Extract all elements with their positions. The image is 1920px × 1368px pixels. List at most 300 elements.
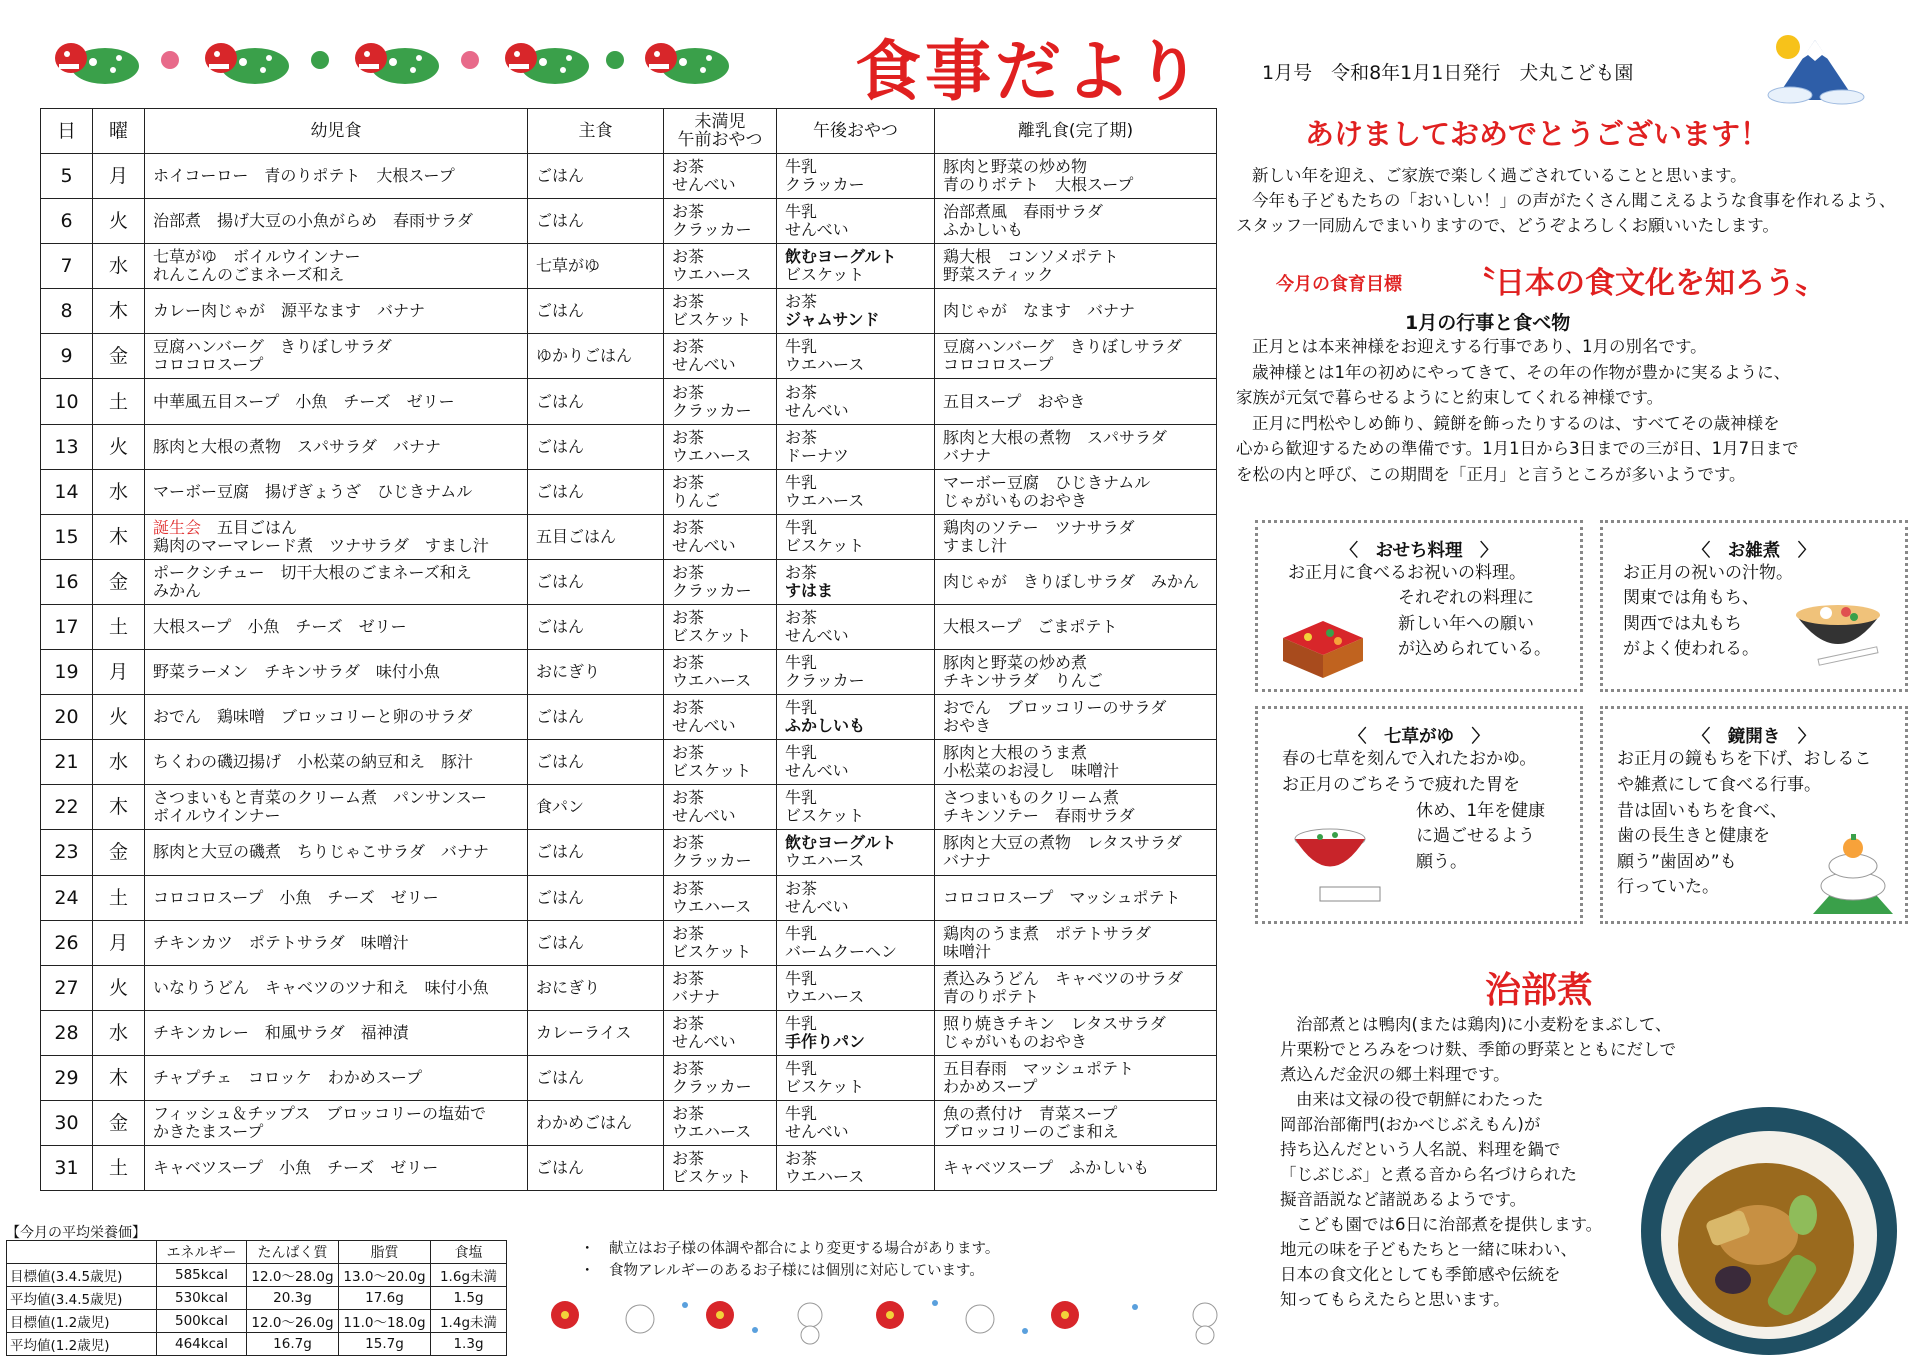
cell-text: お茶 [672, 202, 705, 222]
pm-snack-cell [777, 514, 935, 559]
cell-text: 野菜スティック [943, 265, 1054, 285]
pm-snack-cell [777, 154, 935, 199]
cell-text: 土 [108, 390, 128, 413]
cell-text: 牛乳 [785, 923, 818, 943]
cell-text: 飲むヨーグルト [785, 833, 897, 853]
cell-text: ビスケット [785, 1076, 865, 1096]
cell-text: 土 [108, 886, 128, 909]
cell-text: お茶 [672, 382, 705, 402]
kagami-biraki-box [1600, 706, 1908, 924]
cell-text: 飲むヨーグルト [785, 247, 897, 267]
nutrition-cell: 11.0～18.0g [339, 1310, 431, 1333]
staple-cell [528, 1010, 664, 1055]
cell-text: 牛乳 [785, 1058, 818, 1078]
menu-row [41, 830, 1217, 875]
weekday-cell [93, 244, 145, 289]
cell-text: 7 [60, 255, 73, 278]
cell-text: 金 [108, 345, 128, 368]
baby-food-cell [935, 514, 1217, 559]
cell-text: 五目ごはん [536, 526, 617, 546]
nutrition-cell: 目標値(1.2歳児) [7, 1310, 157, 1333]
pm-snack-cell [777, 695, 935, 740]
nutrition-cell: 12.0～28.0g [247, 1264, 339, 1287]
nutrition-cell: 585kcal [157, 1264, 247, 1287]
cell-text: ビスケット [672, 761, 752, 781]
cell-text: お茶 [672, 1058, 705, 1078]
cell-text: 木 [108, 1066, 128, 1089]
pm-snack-cell [777, 830, 935, 875]
cell-text: 豚肉と野菜の炒め煮 [943, 653, 1088, 673]
menu-header-row [41, 109, 1217, 154]
cell-text: カレー肉じゃが 源平なます バナナ [153, 301, 426, 321]
cell-text: ブロッコリーのごま和え [943, 1122, 1119, 1142]
issue-info: 1月号 令和8年1月1日発行 犬丸こども園 [1262, 62, 1634, 84]
cell-text: お茶 [672, 878, 705, 898]
cell-text: 食パン [536, 797, 585, 817]
cell-text: 牛乳 [785, 698, 818, 718]
baby-food-cell [935, 1100, 1217, 1145]
am-snack-cell [664, 1010, 777, 1055]
weekday-cell [93, 559, 145, 604]
cell-text: ごはん [536, 887, 585, 907]
cell-text: せんべい [672, 806, 736, 826]
nutrition-caption: 【今月の平均栄養価】 [6, 1225, 146, 1241]
day-cell [41, 740, 93, 785]
nutrition-cell: 13.0～20.0g [339, 1264, 431, 1287]
cell-text: ポークシチュー 切干大根のごまネーズ和え [153, 562, 472, 582]
cell-text: せんべい [672, 716, 736, 736]
box-title: 〈 鏡開き 〉 [1692, 727, 1816, 747]
cell-text: 青のりポテト [943, 986, 1040, 1006]
cell-text: 煮込みうどん キャベツのサラダ [943, 968, 1183, 988]
cell-text: 30 [54, 1112, 79, 1135]
nutrition-cell: 平均値(3.4.5歳児) [7, 1287, 157, 1310]
cell-text: 牛乳 [785, 1104, 818, 1124]
menu-row [41, 334, 1217, 379]
events-line: 正月に門松やしめ飾り、鏡餅を飾ったりするのは、すべてその歳神様を [1252, 413, 1780, 433]
cell-text: ホイコーロー 青のりポテト 大根スープ [153, 166, 455, 186]
greeting-title: あけましておめでとうございます！ [1305, 117, 1770, 151]
jibuni-line: 治部煮とは鴨肉(または鶏肉)に小麦粉をまぶして、 [1296, 1015, 1672, 1034]
weekday-cell [93, 695, 145, 740]
kids-meal-cell [145, 965, 528, 1010]
cell-text: 牛乳 [785, 337, 818, 357]
cell-text: 豆腐ハンバーグ きりぼしサラダ [943, 337, 1182, 357]
kids-meal-cell [145, 650, 528, 695]
cell-text: お茶 [672, 743, 705, 763]
cell-text: マーボー豆腐 揚げぎょうざ ひじきナムル [153, 481, 473, 501]
jibuni-line: 「じぶじぶ」と煮る音から名づけられた [1280, 1165, 1577, 1184]
kids-meal-cell [145, 1055, 528, 1100]
cell-text: かきたまスープ [153, 1122, 264, 1142]
cell-text: 27 [54, 976, 79, 999]
staple-cell [528, 514, 664, 559]
am-snack-cell [664, 650, 777, 695]
cell-text: おでん ブロッコリーのサラダ [943, 698, 1167, 718]
day-cell [41, 469, 93, 514]
cell-text: せんべい [785, 896, 849, 916]
baby-food-cell [935, 604, 1217, 649]
menu-row [41, 920, 1217, 965]
menu-row [41, 785, 1217, 830]
kids-meal-cell [145, 559, 528, 604]
baby-food-cell [935, 695, 1217, 740]
header-text: 離乳食(完了期) [1017, 121, 1134, 141]
cell-text: 鶏肉のマーマレード煮 ツナサラダ すまし汁 [153, 535, 489, 555]
am-snack-cell [664, 875, 777, 920]
cell-text: 水 [108, 255, 128, 278]
day-cell [41, 559, 93, 604]
staple-cell [528, 785, 664, 830]
cell-text: チキンサラダ りんご [943, 671, 1103, 691]
cell-text: クラッカー [672, 1076, 752, 1096]
menu-row [41, 604, 1217, 649]
cell-text: 月 [108, 661, 128, 684]
weekday-cell [93, 289, 145, 334]
cell-text: 小松菜のお浸し 味噌汁 [943, 761, 1120, 781]
pm-snack-cell [777, 740, 935, 785]
events-line: を松の内と呼び、この期間を「正月」と言うところが多いようです。 [1236, 464, 1746, 484]
cell-text: 中華風五目スープ 小魚 チーズ ゼリー [153, 391, 455, 411]
menu-row [41, 244, 1217, 289]
box-line: 休め、1年を健康 [1416, 801, 1546, 821]
greeting-body [1236, 163, 1906, 238]
nutrition-cell: 16.7g [247, 1333, 339, 1356]
jibuni-line: 日本の食文化としても季節感や伝統を [1280, 1265, 1561, 1284]
cell-text: お茶 [672, 472, 705, 492]
menu-header-cell [41, 109, 93, 154]
cell-text: 16 [54, 570, 79, 593]
day-cell [41, 965, 93, 1010]
kids-meal-cell [145, 154, 528, 199]
cell-text: せんべい [785, 220, 849, 240]
am-snack-cell [664, 1146, 777, 1191]
staple-cell [528, 199, 664, 244]
cell-text: せんべい [672, 175, 736, 195]
pm-snack-cell [777, 785, 935, 830]
kids-meal-cell [145, 289, 528, 334]
cell-text: 牛乳 [785, 157, 818, 177]
cell-text: チャプチェ コロッケ わかめスープ [153, 1067, 423, 1087]
baby-food-cell [935, 289, 1217, 334]
cell-text: 22 [54, 796, 79, 819]
cell-text: チキンカツ ポテトサラダ 味噌汁 [153, 932, 409, 952]
kids-meal-cell [145, 469, 528, 514]
pm-snack-cell [777, 604, 935, 649]
kids-meal-cell [145, 199, 528, 244]
menu-row [41, 740, 1217, 785]
baby-food-cell [935, 1055, 1217, 1100]
baby-food-cell [935, 650, 1217, 695]
cell-text: 鶏大根 コンソメポテト [943, 247, 1119, 267]
baby-food-cell [935, 424, 1217, 469]
cell-text: ごはん [536, 1067, 585, 1087]
cell-text: ウエハース [785, 355, 865, 375]
cell-text: 大根スープ ごまポテト [943, 616, 1118, 636]
box-line: がよく使われる。 [1623, 639, 1759, 659]
cell-text: 月 [108, 165, 128, 188]
box-line: お正月の鏡もちを下げ、おしるこ [1617, 749, 1872, 769]
cell-text: クラッカー [672, 220, 752, 240]
cell-text: 木 [108, 525, 128, 548]
kids-meal-cell [145, 334, 528, 379]
day-cell [41, 830, 93, 875]
menu-header-cell [935, 109, 1217, 154]
am-snack-cell [664, 1100, 777, 1145]
cell-text: お茶 [672, 337, 705, 357]
staple-cell [528, 334, 664, 379]
weekday-cell [93, 1146, 145, 1191]
baby-food-cell [935, 379, 1217, 424]
baby-food-cell [935, 785, 1217, 830]
cell-text: お茶 [672, 923, 705, 943]
box-line: 歯の長生きと健康を [1617, 826, 1770, 846]
notes [580, 1238, 999, 1282]
day-cell [41, 289, 93, 334]
cell-text: ボイルウインナー [153, 806, 281, 826]
cell-text: ごはん [536, 166, 585, 186]
baby-food-cell [935, 334, 1217, 379]
cell-text: 味噌汁 [943, 941, 992, 961]
events-line: 家族が元気で暮らせるようにと約束してくれる神様です。 [1236, 388, 1664, 407]
staple-cell [528, 650, 664, 695]
cell-text: 豚肉と大豆の煮物 レタスサラダ [943, 833, 1182, 853]
cell-text: 31 [54, 1157, 79, 1180]
cell-text: みかん [153, 580, 202, 600]
cell-text: 牛乳 [785, 968, 818, 988]
kids-meal-cell [145, 1100, 528, 1145]
jibuni-line: 知ってもらえたらと思います。 [1280, 1290, 1510, 1309]
staple-cell [528, 289, 664, 334]
menu-row [41, 379, 1217, 424]
day-cell [41, 334, 93, 379]
cell-text: 豚肉と大根のうま煮 [943, 743, 1088, 763]
menu-row [41, 1146, 1217, 1191]
cell-text: お茶 [785, 562, 818, 582]
staple-cell [528, 1100, 664, 1145]
kids-meal-cell [145, 514, 528, 559]
staple-cell [528, 740, 664, 785]
cell-text: せんべい [672, 355, 736, 375]
cell-text: ウエハース [672, 445, 752, 465]
staple-cell [528, 469, 664, 514]
weekday-cell [93, 424, 145, 469]
cell-text: バナナ [943, 445, 992, 465]
am-snack-cell [664, 379, 777, 424]
box-line: が込められている。 [1398, 639, 1551, 659]
box-line: 願う”歯固め”も [1617, 852, 1737, 872]
cell-text: ふかしいも [785, 716, 866, 736]
jibuni-line: 由来は文禄の役で朝鮮にわたった [1296, 1090, 1544, 1109]
baby-food-cell [935, 559, 1217, 604]
cell-text: ごはん [536, 301, 585, 321]
day-cell [41, 695, 93, 740]
pm-snack-cell [777, 244, 935, 289]
cell-text: ウエハース [672, 896, 752, 916]
box-line: 新しい年への願い [1398, 614, 1534, 634]
day-cell [41, 424, 93, 469]
jibuni-line: 煮込んだ金沢の郷土料理です。 [1280, 1065, 1510, 1084]
menu-row [41, 1100, 1217, 1145]
cell-text: 5 [60, 165, 73, 188]
day-cell [41, 785, 93, 830]
day-cell [41, 1010, 93, 1055]
am-snack-cell [664, 965, 777, 1010]
cell-text: コロコロスープ 小魚 チーズ ゼリー [153, 887, 439, 907]
am-snack-cell [664, 559, 777, 604]
cell-text: フィッシュ＆チップス ブロッコリーの塩茹で [153, 1104, 486, 1124]
staple-cell [528, 875, 664, 920]
menu-row [41, 559, 1217, 604]
jibuni-line: 地元の味を子どもたちと一緒に味わい、 [1280, 1240, 1577, 1259]
box-line: 関東では角もち、 [1623, 588, 1759, 608]
cell-text: 土 [108, 615, 128, 638]
cell-text: 13 [54, 435, 79, 458]
kids-meal-cell [145, 1010, 528, 1055]
cell-text: バナナ [943, 851, 992, 871]
header-text: 日 [56, 120, 76, 142]
jibuni-line: こども園では6日に治部煮を提供します。 [1296, 1215, 1603, 1234]
goal-title: 〝日本の食文化を知ろう〟 [1465, 266, 1825, 301]
events-body [1236, 334, 1916, 487]
cell-text: 14 [54, 480, 79, 503]
cell-text: お茶 [785, 878, 818, 898]
cell-text: ごはん [536, 571, 585, 591]
day-cell [41, 1146, 93, 1191]
cell-text: お茶 [785, 292, 818, 312]
staple-cell [528, 920, 664, 965]
birthday-label: 誕生会 [153, 517, 202, 537]
cell-text: じゃがいものおやき [943, 490, 1088, 510]
cell-text: せんべい [785, 625, 849, 645]
nutrition-cell: 1.5g [431, 1287, 507, 1310]
staple-cell [528, 1055, 664, 1100]
pm-snack-cell [777, 965, 935, 1010]
kids-meal-cell [145, 695, 528, 740]
cell-text: 七草がゆ ボイルウインナー [153, 247, 361, 267]
cell-text: 15 [54, 525, 79, 548]
baby-food-cell [935, 199, 1217, 244]
staple-cell [528, 965, 664, 1010]
cell-text: お茶 [672, 1013, 705, 1033]
kids-meal-cell [145, 875, 528, 920]
baby-food-cell [935, 965, 1217, 1010]
header-text: 午前おやつ [677, 130, 763, 150]
cell-text: ごはん [536, 481, 585, 501]
am-snack-cell [664, 289, 777, 334]
cell-text: いなりうどん キャベツのツナ和え 味付小魚 [153, 977, 489, 997]
cell-text: ごはん [536, 616, 585, 636]
cell-text: コロコロスープ [943, 355, 1054, 375]
cell-text: ビスケット [672, 310, 752, 330]
jibuni-line: 岡部治部衛門(おかべじぶえもん)が [1280, 1115, 1541, 1134]
kids-meal-cell [145, 424, 528, 469]
kids-meal-cell [145, 379, 528, 424]
weekday-cell [93, 1100, 145, 1145]
cell-text: ウエハース [785, 1167, 865, 1187]
events-line: 心から歓迎するための準備です。1月1日から3日までの三が日、1月7日まで [1236, 439, 1799, 458]
baby-food-cell [935, 469, 1217, 514]
cell-text: 照り焼きチキン レタスサラダ [943, 1013, 1166, 1033]
cell-text: ごはん [536, 932, 585, 952]
pm-snack-cell [777, 334, 935, 379]
camellia-snowman-decoration [545, 1285, 1235, 1345]
events-line: 歳神様とは1年の初めにやってきて、その年の作物が豊かに実るように、 [1252, 362, 1791, 382]
cell-text: せんべい [785, 1122, 849, 1142]
weekday-cell [93, 604, 145, 649]
staple-cell [528, 695, 664, 740]
nutrition-cell: 目標値(3.4.5歳児) [7, 1264, 157, 1287]
am-snack-cell [664, 604, 777, 649]
cell-text: お茶 [785, 427, 818, 447]
greeting-line: 新しい年を迎え、ご家族で楽しく過ごされていることと思います。 [1252, 166, 1747, 185]
header-text: 曜 [108, 120, 128, 142]
cell-text: コロコロスープ [153, 355, 264, 375]
pm-snack-cell [777, 1010, 935, 1055]
cell-text: 水 [108, 1021, 128, 1044]
day-cell [41, 514, 93, 559]
cell-text: 豆腐ハンバーグ きりぼしサラダ [153, 337, 392, 357]
cell-text: 魚の煮付け 青菜スープ [943, 1104, 1118, 1124]
baby-food-cell [935, 1010, 1217, 1055]
cell-text: 手作りパン [785, 1031, 866, 1051]
cell-text: 肉じゃが なます バナナ [943, 301, 1136, 321]
weekday-cell [93, 1010, 145, 1055]
cell-text: ちくわの磯辺揚げ 小松菜の納豆和え 豚汁 [153, 752, 474, 772]
cell-text: 火 [108, 210, 128, 233]
cell-text: クラッカー [672, 580, 752, 600]
cell-text: 治部煮風 春雨サラダ [943, 202, 1103, 222]
staple-cell [528, 559, 664, 604]
cell-text: クラッカー [672, 400, 752, 420]
day-cell [41, 920, 93, 965]
box-line: に過ごせるよう [1416, 826, 1535, 846]
staple-cell [528, 1146, 664, 1191]
cell-text: お茶 [672, 247, 705, 267]
nutrition-cell: 1.4g未満 [431, 1310, 507, 1333]
ozoni-box [1600, 520, 1908, 692]
cell-text: マーボー豆腐 ひじきナムル [943, 472, 1151, 492]
cell-text: 19 [54, 661, 79, 684]
cell-text: さつまいもと青菜のクリーム煮 パンサンスー [153, 788, 487, 808]
cell-text: 肉じゃが きりぼしサラダ みかん [943, 571, 1199, 591]
box-line: お正月の祝いの汁物。 [1623, 563, 1793, 583]
osechi-box-icon [1278, 613, 1368, 683]
jibuni-line: 持ち込んだという人名説、料理を鍋で [1280, 1140, 1561, 1159]
cell-text: お茶 [672, 607, 705, 627]
menu-header-cell [528, 109, 664, 154]
cell-text: ビスケット [785, 806, 865, 826]
cell-text: クラッカー [785, 671, 865, 691]
box-line: 関西では丸もち [1623, 614, 1742, 634]
cell-text: 牛乳 [785, 653, 818, 673]
baby-food-cell [935, 830, 1217, 875]
cell-text: ウエハース [785, 851, 865, 871]
cell-text: ごはん [536, 1158, 585, 1178]
cell-text: ごはん [536, 211, 585, 231]
cell-text: せんべい [785, 761, 849, 781]
menu-header-cell [664, 109, 777, 154]
cell-text: ビスケット [672, 625, 752, 645]
cell-text: 月 [108, 931, 128, 954]
menu-header-cell [777, 109, 935, 154]
cell-text: ビスケット [672, 1167, 752, 1187]
day-cell [41, 650, 93, 695]
pm-snack-cell [777, 650, 935, 695]
box-line: お正月に食べるお祝いの料理。 [1288, 563, 1526, 583]
note-item: ・ 献立はお子様の体調や都合により変更する場合があります。 [580, 1241, 1000, 1257]
cell-text: ウエハース [672, 1122, 752, 1142]
